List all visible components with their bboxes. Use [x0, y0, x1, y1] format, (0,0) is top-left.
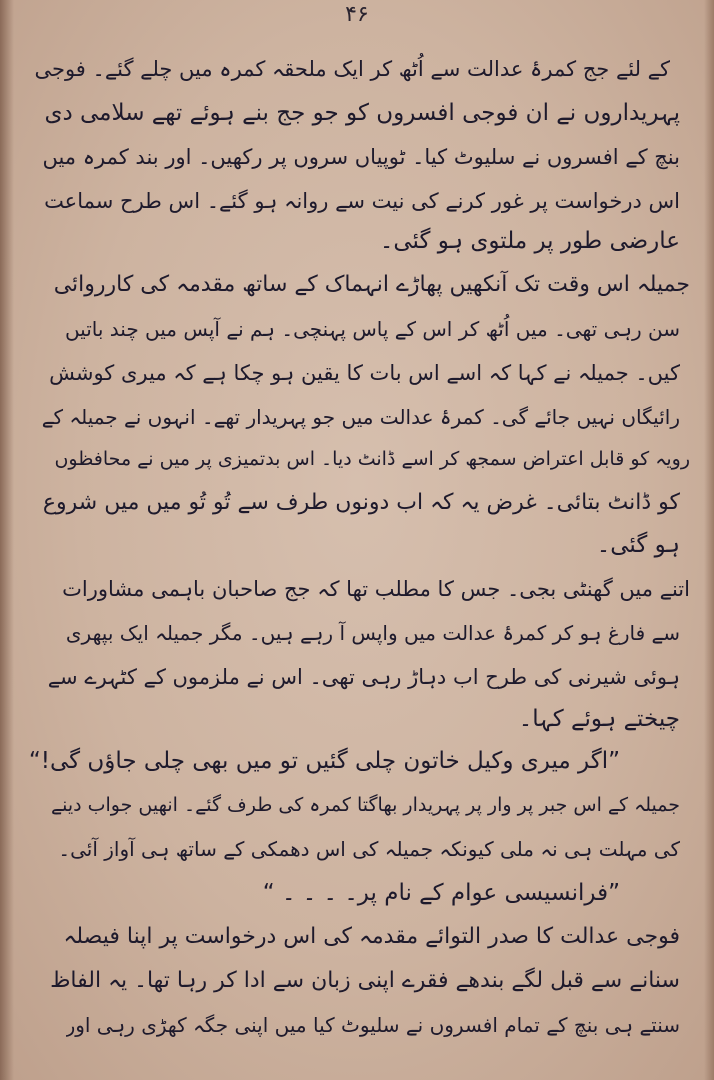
text-line: ہو گئی۔ [596, 532, 680, 558]
text-line: جمیلہ اس وقت تک آنکھیں پھاڑے انہماک کے ساتھ مقدمہ کی کارروائی [53, 272, 690, 297]
text-line: رائیگاں نہیں جائے گی۔ کمرۂ عدالت میں جو پہریدار تھے۔ انہوں نے جمیلہ کے [41, 405, 680, 429]
text-line: چیختے ہوئے کہا۔ [518, 706, 680, 732]
text-line: پہریداروں نے ان فوجی افسروں کو جو جج بنے ہوئے تھے سلامی دی [44, 100, 680, 126]
page-number: ۴۶ [345, 2, 369, 27]
text-line: کی مہلت ہی نہ ملی کیونکہ جمیلہ کی اس دھمکی کے ساتھ ہی آواز آئی۔ [58, 837, 680, 861]
page-edge-shadow-right [704, 0, 714, 1080]
text-line: سے فارغ ہو کر کمرۂ عدالت میں واپس آ رہے ہیں۔ مگر جمیلہ ایک بپھری [65, 621, 680, 645]
text-line: سنتے ہی بنچ کے تمام افسروں نے سلیوٹ کیا میں اپنی جگہ کھڑی رہی اور [65, 1013, 680, 1037]
text-line: جمیلہ کے اس جبر پر وار پر پہریدار بھاگتا کمرہ کی طرف گئے۔ انھیں جواب دینے [50, 794, 680, 816]
page-edge-shadow-left [0, 0, 14, 1080]
text-line: اس درخواست پر غور کرنے کی نیت سے روانہ ہو گئے۔ اس طرح سماعت [44, 189, 680, 213]
text-line: عارضی طور پر ملتوی ہو گئی۔ [379, 228, 680, 254]
text-line: بنچ کے افسروں نے سلیوٹ کیا۔ ٹوپیاں سروں پر رکھیں۔ اور بند کمرہ میں [42, 145, 680, 169]
text-line: اتنے میں گھنٹی بجی۔ جس کا مطلب تھا کہ جج صاحبان باہمی مشاورات [62, 577, 690, 601]
text-line: ہوئی شیرنی کی طرح اب دہاڑ رہی تھی۔ اس نے ملزموں کے کٹہرے سے [47, 665, 680, 689]
text-line: فوجی عدالت کا صدر التوائے مقدمہ کی اس درخواست پر اپنا فیصلہ [63, 924, 680, 949]
text-line: کیں۔ جمیلہ نے کہا کہ اسے اس بات کا یقین ہو چکا ہے کہ میری کوشش [49, 361, 680, 385]
text-line: کے لئے جج کمرۂ عدالت سے اُٹھ کر ایک ملحقہ کمرہ میں چلے گئے۔ فوجی [34, 57, 670, 81]
text-line: سنانے سے قبل لگے بندھے فقرے اپنی زبان سے ادا کر رہا تھا۔ یہ الفاظ [50, 968, 680, 993]
quoted-speech: ”اگر میری وکیل خاتون چلی گئیں تو میں بھی چلی جاؤں گی!“ [28, 748, 620, 774]
text-line: سن رہی تھی۔ میں اُٹھ کر اس کے پاس پہنچی۔ ہم نے آپس میں چند باتیں [64, 317, 680, 341]
text-line: رویہ کو قابل اعتراض سمجھ کر اسے ڈانٹ دیا۔ اس بدتمیزی پر میں نے محافظوں [54, 448, 690, 470]
text-line: کو ڈانٹ بتائی۔ غرض یہ کہ اب دونوں طرف سے تُو تُو میں میں شروع [42, 490, 680, 515]
quoted-speech: ”فرانسیسی عوام کے نام پر۔ ۔ ۔ ۔ “ [262, 880, 620, 906]
